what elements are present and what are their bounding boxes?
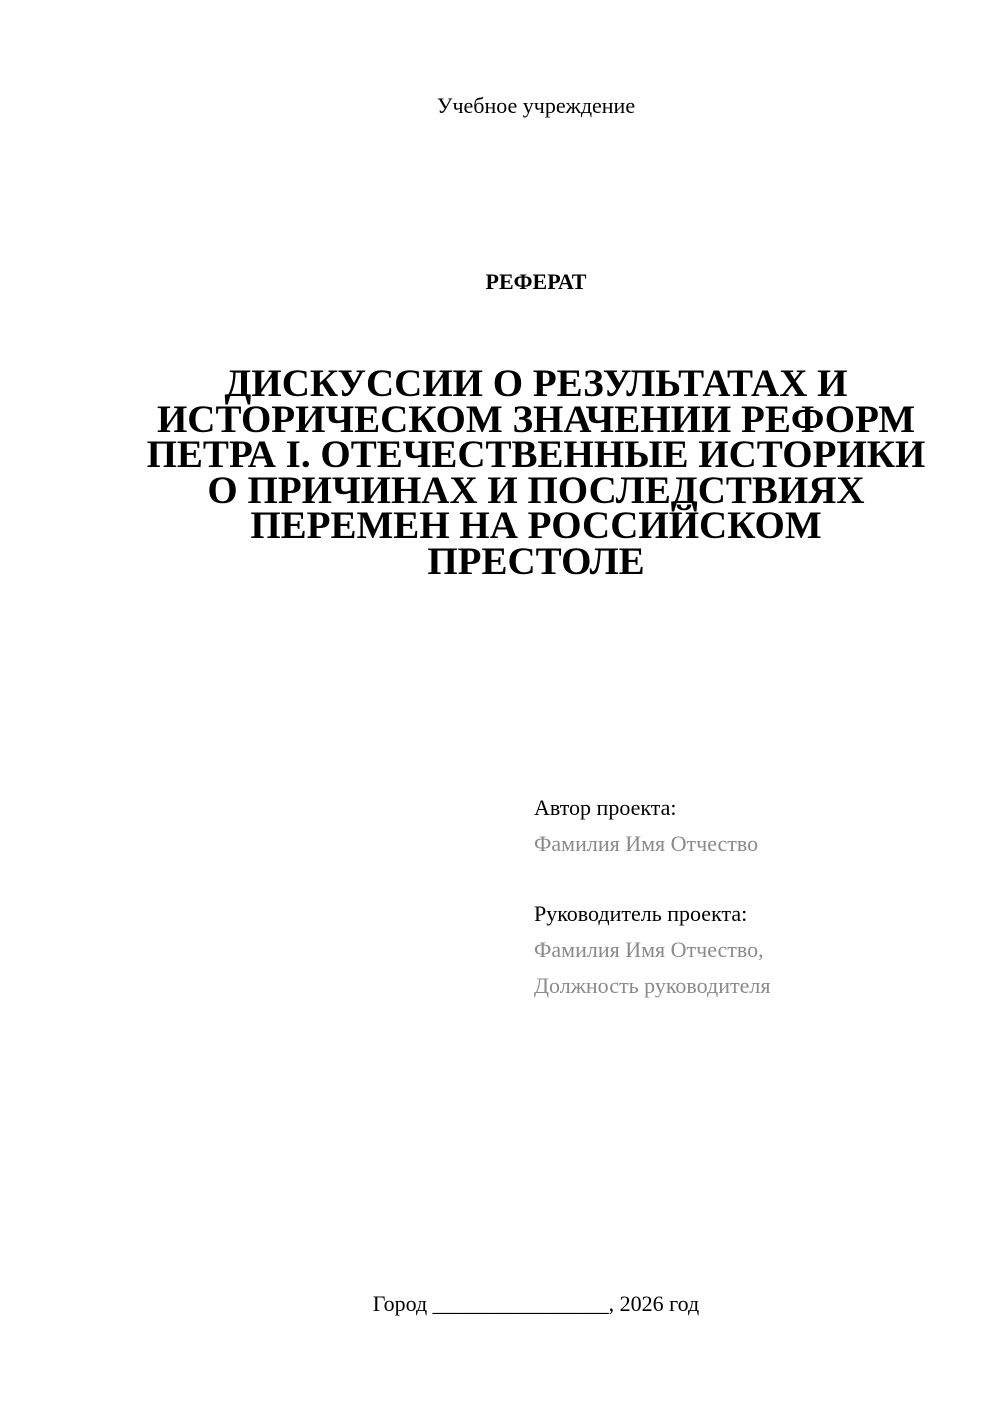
title-line: ИСТОРИЧЕСКОМ ЗНАЧЕНИИ РЕФОРМ [156,397,916,441]
title-line: О ПРИЧИНАХ И ПОСЛЕДСТВИЯХ [207,468,865,512]
title-line: ПЕТРА I. ОТЕЧЕСТВЕННЫЕ ИСТОРИКИ [146,433,926,476]
supervisor-label: Руководитель проекта: [534,901,748,926]
document-type-label: РЕФЕРАТ [485,269,587,294]
document-title [140,362,932,583]
authors-block [534,790,974,1004]
supervisor-position: Должность руководителя [534,973,771,998]
title-line: ДИСКУССИИ О РЕЗУЛЬТАТАХ И [224,362,848,405]
institution-name: Учебное учреждение [436,93,636,118]
author-name: Фамилия Имя Отчество [534,831,759,856]
authors-spacer [534,862,974,896]
author-label: Автор проекта: [534,795,677,820]
title-line: ПЕРЕМЕН НА РОССИЙСКОМ [250,504,822,547]
title-line: ПРЕСТОЛЕ [427,539,645,583]
city-year-line: Город ________________, 2026 год [372,1291,700,1316]
supervisor-name: Фамилия Имя Отчество, [534,937,764,962]
